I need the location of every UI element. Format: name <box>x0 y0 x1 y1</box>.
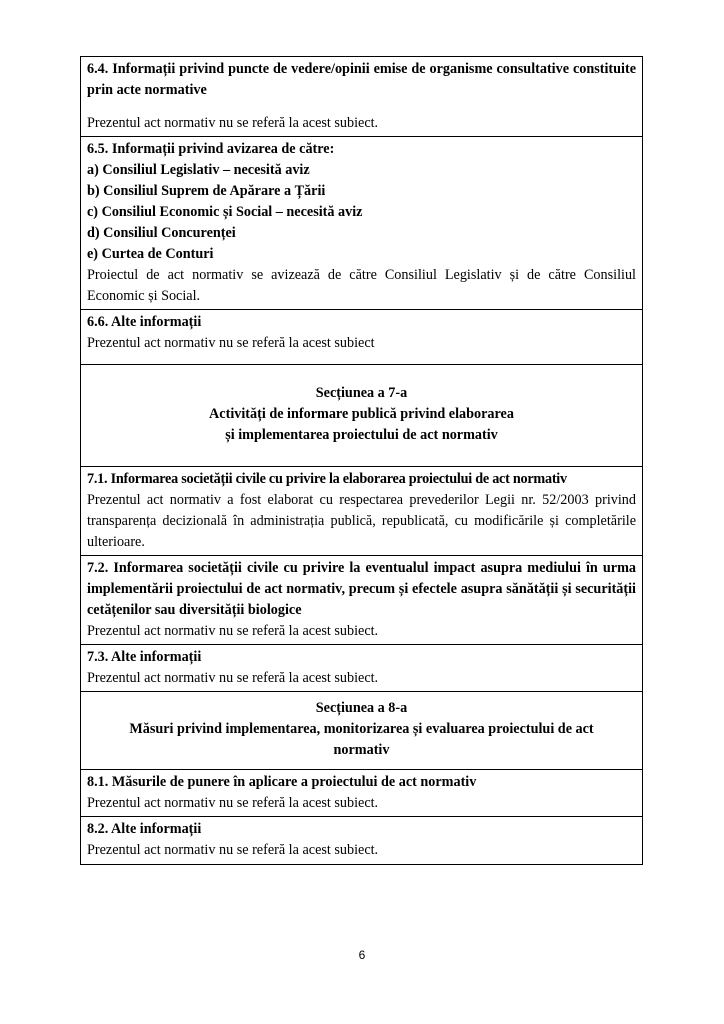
section-7-1-text: Prezentul act normativ a fost elaborat cu respectarea prevederilor Legii nr. 52/2003 privind transparența decizională în administrația publică, republicată, cu modificările și completările ulterioare. <box>87 492 636 550</box>
section-7-subtitle-line2: și implementarea proiectului de act normativ <box>225 427 498 443</box>
section-8-2 <box>81 816 642 864</box>
section-7-3-heading: 7.3. Alte informații <box>87 649 202 665</box>
section-7-1 <box>81 466 642 555</box>
approval-item-c: c) Consiliul Economic și Social – necesită aviz <box>87 204 363 220</box>
section-7-3 <box>81 644 642 691</box>
section-6-6-text: Prezentul act normativ nu se referă la acest subiect <box>87 335 375 351</box>
section-8-1-text: Prezentul act normativ nu se referă la acest subiect. <box>87 795 379 811</box>
section-8-1 <box>81 769 642 816</box>
section-8-1-heading: 8.1. Măsurile de punere în aplicare a proiectului de act normativ <box>87 774 477 790</box>
approval-item-b: b) Consiliul Suprem de Apărare a Țării <box>87 183 326 199</box>
section-7-2 <box>81 555 642 644</box>
section-8-header <box>81 691 642 769</box>
section-6-4-heading: 6.4. Informații privind puncte de vedere/opinii emise de organisme consultative constituite prin acte normative <box>87 61 636 98</box>
section-8-2-text: Prezentul act normativ nu se referă la acest subiect. <box>87 842 379 858</box>
approval-item-d: d) Consiliul Concurenței <box>87 225 236 241</box>
section-6-6-heading: 6.6. Alte informații <box>87 314 202 330</box>
section-6-5-heading: 6.5. Informații privind avizarea de către: <box>87 141 335 157</box>
section-7-header <box>81 364 642 466</box>
section-6-6 <box>81 309 642 364</box>
section-7-2-text: Prezentul act normativ nu se referă la acest subiect. <box>87 623 379 639</box>
section-7-title: Secțiunea a 7-a <box>315 385 408 401</box>
section-6-5-text: Proiectul de act normativ se avizează de către Consiliul Legislativ și de către Consiliul Economic și Social. <box>87 267 636 304</box>
section-7-3-text: Prezentul act normativ nu se referă la acest subiect. <box>87 670 379 686</box>
section-7-2-heading: 7.2. Informarea societății civile cu privire la eventualul impact asupra mediului în urma implementării proiectului de act normativ, precum și efectele asupra sănătății și securității cetățenilor sau diversității biologice <box>87 560 636 618</box>
section-8-subtitle: Măsuri privind implementarea, monitorizarea și evaluarea proiectului de act normativ <box>129 721 594 758</box>
section-6-5 <box>81 136 642 309</box>
section-8-2-heading: 8.2. Alte informații <box>87 821 202 837</box>
section-7-1-heading: 7.1. Informarea societății civile cu privire la elaborarea proiectului de act normativ <box>87 471 567 487</box>
page-number: 6 <box>358 948 366 962</box>
section-6-4 <box>81 57 642 136</box>
document-table <box>80 56 643 865</box>
approval-item-a: a) Consiliul Legislativ – necesită aviz <box>87 162 310 178</box>
section-6-4-text: Prezentul act normativ nu se referă la acest subiect. <box>87 115 379 131</box>
section-7-subtitle-line1: Activități de informare publică privind elaborarea <box>209 406 514 422</box>
approval-item-e: e) Curtea de Conturi <box>87 246 214 262</box>
section-8-title: Secțiunea a 8-a <box>315 700 408 716</box>
